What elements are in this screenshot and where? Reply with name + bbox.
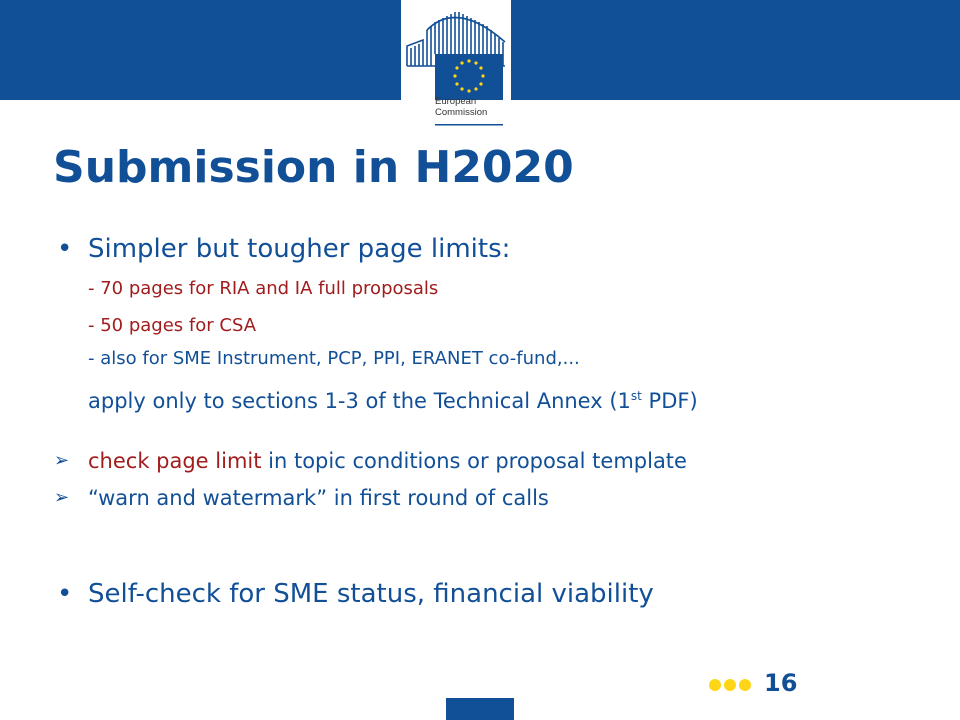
sub-item-sections	[88, 381, 698, 416]
sub-item-sme: - also for SME Instrument, PCP, PPI, ERANET co-fund,...	[88, 348, 580, 369]
bullet-text: Self-check for SME status, financial viability	[88, 579, 654, 609]
yellow-dot	[709, 679, 721, 691]
arrow-item-check-page-limit	[54, 447, 687, 475]
warn-watermark-text: “warn and watermark” in first round of calls	[88, 486, 549, 510]
bullet-text: Simpler but tougher page limits:	[88, 234, 511, 264]
arrow-item-warn-watermark	[54, 484, 549, 512]
footer-dots	[709, 676, 754, 695]
superscript-st: st	[630, 389, 642, 403]
page-number: 16	[764, 669, 798, 697]
sub-item-csa: - 50 pages for CSA	[88, 315, 257, 336]
arrow-bullet-icon: ➢	[54, 487, 70, 508]
bullet-self-check	[57, 577, 654, 611]
sub-item-ria-ia: - 70 pages for RIA and IA full proposals	[88, 278, 439, 299]
yellow-dot	[724, 679, 736, 691]
arrow-bullet-icon: ➢	[54, 450, 70, 471]
sections-text: apply only to sections 1-3 of the Technical Annex (1	[88, 389, 631, 413]
yellow-dot	[739, 679, 751, 691]
footer-blue-block	[446, 698, 514, 720]
logo-line-1: European	[435, 96, 477, 107]
check-page-limit-highlight: check page limit	[88, 449, 262, 473]
bullet-page-limits	[57, 232, 511, 266]
check-page-limit-rest: in topic conditions or proposal template	[261, 449, 687, 473]
bullet-dot: •	[57, 579, 73, 609]
slide-title: Submission in H2020	[53, 142, 574, 193]
bullet-dot: •	[57, 234, 73, 264]
logo-line-2: Commission	[435, 107, 488, 118]
sections-text-end: PDF)	[641, 389, 698, 413]
